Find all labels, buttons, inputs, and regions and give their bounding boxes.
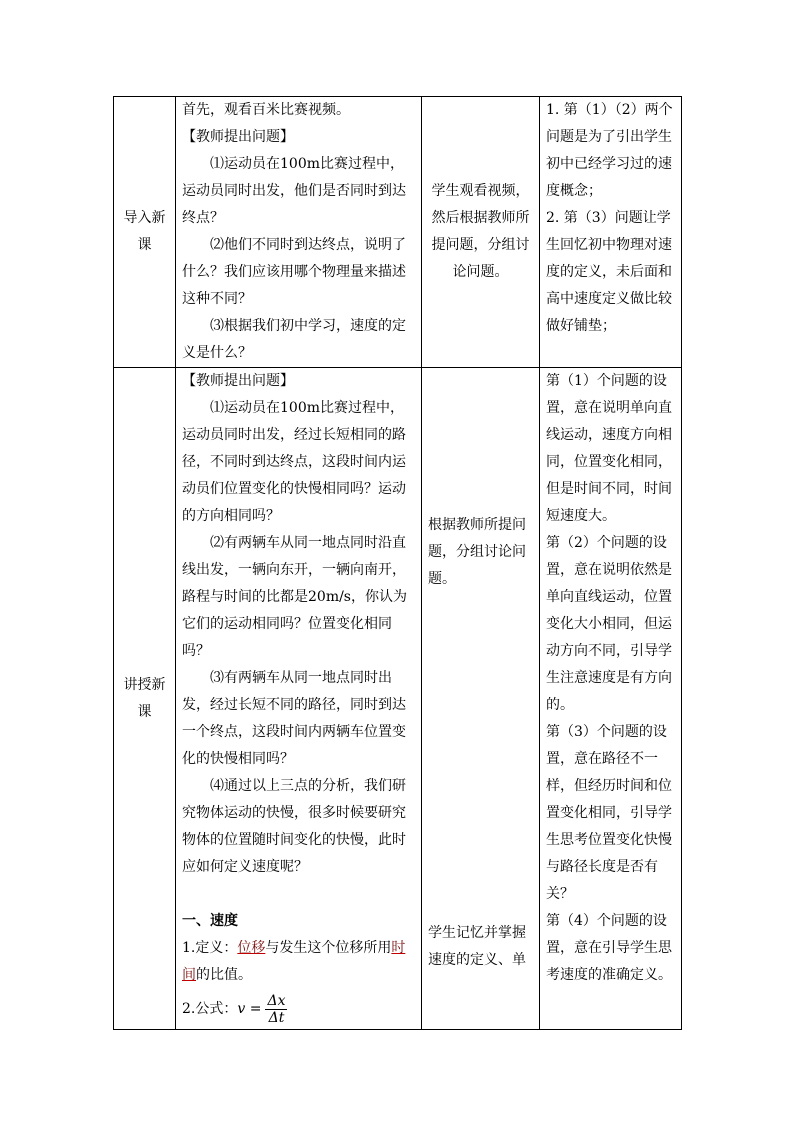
formula-denominator: Δt xyxy=(268,1009,285,1026)
intent-line: 第（3）个问题的设置，意在路径不一样，但经历时间和位置变化相同，引导学生思考位置变化快慢与路径长度是否有关？ xyxy=(546,724,672,902)
definition-line xyxy=(182,935,415,989)
definition-suffix: 的比值。 xyxy=(196,967,252,983)
intent-line: 第（4）个问题的设置，意在引导学生思考速度的准确定义。 xyxy=(546,913,672,983)
spacer xyxy=(182,881,415,908)
student-activity-text: 学生记忆并掌握速度的定义、单 xyxy=(428,925,526,968)
definition-middle: 与发生这个位移所用 xyxy=(265,940,392,956)
design-intent-new-lesson xyxy=(540,368,682,1030)
teacher-content-new-lesson xyxy=(176,368,422,1030)
intent-line: 2. 第（3）问题让学生回忆初中物理对速度的定义，未后面和高中速度定义做比较做好铺垫； xyxy=(546,210,672,334)
table-row-intro xyxy=(114,97,682,368)
section-title: 一、速度 xyxy=(182,913,238,929)
student-activity-new-lesson xyxy=(422,368,540,1030)
row-label-new-lesson: 讲授新课 xyxy=(114,368,176,1030)
formula-label: 2.公式： xyxy=(182,1001,238,1017)
content-line: 【教师提出问题】 xyxy=(182,129,294,145)
question-2: ⑵有两辆车从同一地点同时沿直线出发，一辆向东开，一辆向南开，路程与时间的比都是20m/s，你认为它们的运动相同吗？位置变化相同吗？ xyxy=(182,535,407,659)
content-line: 【教师提出问题】 xyxy=(182,373,294,389)
intent-line: 第（1）个问题的设置，意在说明单向直线运动，速度方向相同，位置变化相同，但是时间不同，时间短速度大。 xyxy=(546,373,672,524)
content-line: 首先，观看百米比赛视频。 xyxy=(182,102,350,118)
definition-prefix: 1.定义： xyxy=(182,940,238,956)
question-4: ⑷通过以上三点的分析，我们研究物体运动的快慢，很多时候要研究物体的位置随时间变化的快慢，此时应如何定义速度呢？ xyxy=(182,778,406,875)
intent-line: 第（2）个问题的设置，意在说明依然是单向直线运动，位置变化大小相同，但运动方向不同，引导学生注意速度是有方向的。 xyxy=(546,535,672,713)
formula-line xyxy=(182,989,415,1029)
teacher-content-intro xyxy=(176,97,422,368)
question-1: ⑴运动员在100m比赛过程中，运动员同时出发，经过长短相同的路径，不同时到达终点，这段时间内运动员们位置变化的快慢相同吗？运动的方向相同吗？ xyxy=(182,400,406,524)
formula-numerator: Δx xyxy=(267,992,286,1009)
formula-fraction xyxy=(265,993,287,1026)
student-activity-text: 学生观看视频，然后根据教师所提问题，分组讨论问题。 xyxy=(431,183,530,280)
intent-line: 1. 第（1）（2）两个问题是为了引出学生初中已经学习过的速度概念； xyxy=(546,102,673,199)
term-time: 时间 xyxy=(182,940,406,983)
design-intent-intro xyxy=(540,97,682,368)
question-3: ⑶有两辆车从同一地点同时出发，经过长短不同的路径，同时到达一个终点，这段时间内两辆车位置变化的快慢相同吗？ xyxy=(182,670,406,767)
row-label-intro: 导入新课 xyxy=(114,97,176,368)
question-1: ⑴运动员在100m比赛过程中，运动员同时出发，他们是否同时到达终点？ xyxy=(182,156,406,226)
formula-variable: v = xyxy=(237,1001,262,1017)
table-row-new-lesson xyxy=(114,368,682,1030)
lesson-plan-table xyxy=(113,96,682,1030)
question-3: ⑶根据我们初中学习，速度的定义是什么？ xyxy=(182,318,406,361)
spacer xyxy=(428,593,533,920)
spacer xyxy=(428,368,533,512)
question-2: ⑵他们不同时到达终点，说明了什么？我们应该用哪个物理量来描述这种不同？ xyxy=(182,237,406,307)
term-displacement: 位移 xyxy=(237,940,266,956)
student-activity-text: 根据教师所提问题，分组讨论问题。 xyxy=(428,517,526,587)
student-activity-intro xyxy=(422,97,540,368)
